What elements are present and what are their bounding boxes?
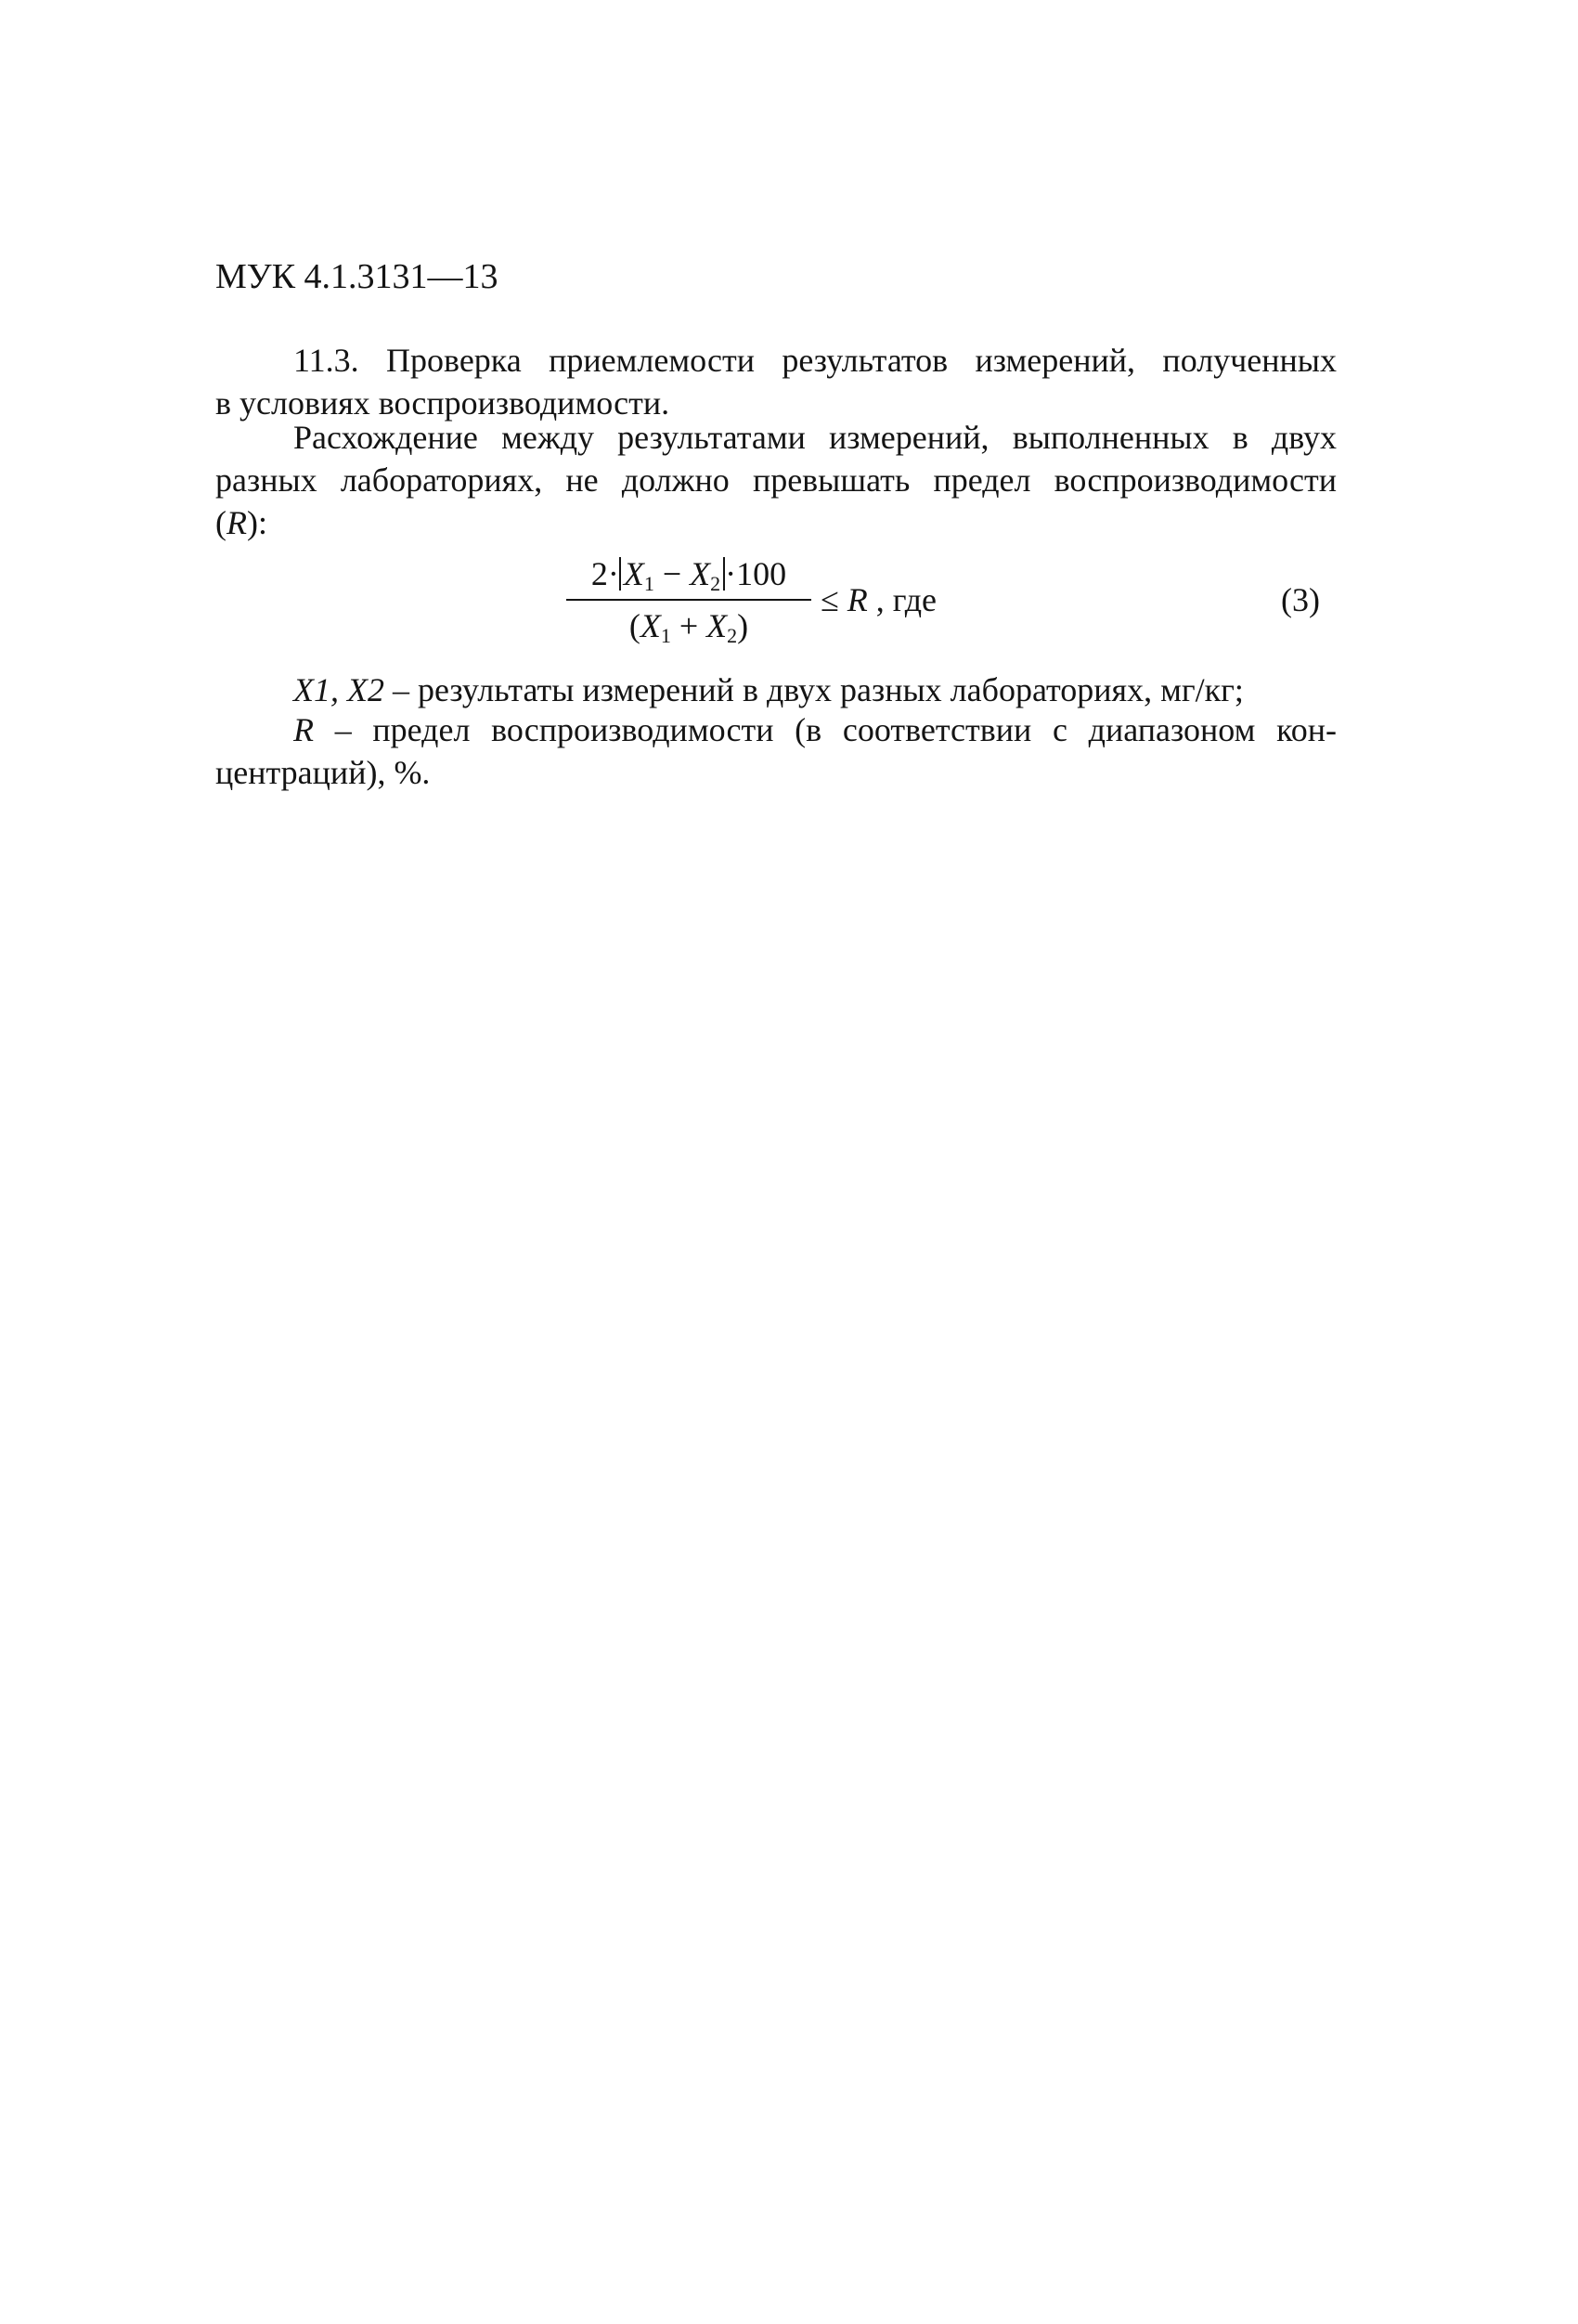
subscript: 1 [643, 572, 654, 595]
fraction-bar [566, 599, 811, 601]
less-equal-sign: ≤ [821, 581, 847, 618]
paren-open: ( [215, 504, 226, 541]
var-x: X [690, 555, 711, 592]
plus-sign: + [670, 607, 707, 644]
formula-denominator [566, 604, 811, 647]
paragraph-line: разных лабораториях, не должно превышать предел воспроизводимости [215, 461, 1337, 499]
paragraph-line: 11.3. Проверка приемлемости результатов измерений, полученных [293, 342, 1337, 379]
formula-relation [821, 578, 937, 621]
definition-line: центраций), %. [215, 754, 431, 791]
paren-close: ): [247, 504, 267, 541]
paragraph-line: Расхождение между результатами измерений, выполненных в двух [293, 419, 1337, 456]
definition-text: – предел воспроизводимости (в соответствии с диапазоном кон- [314, 711, 1337, 748]
formula-fraction [566, 552, 811, 655]
symbol-r: R [293, 711, 314, 748]
definition-text: – результаты измерений в двух разных лабораториях, мг/кг; [383, 671, 1244, 708]
document-code: МУК 4.1.3131—13 [215, 257, 498, 296]
definition-line [215, 708, 1337, 751]
var-x: X [640, 607, 661, 644]
subscript: 2 [710, 572, 721, 595]
definition-x [215, 669, 1337, 711]
definition-line [215, 669, 1337, 711]
paragraph-line: в условиях воспроизводимости. [215, 384, 670, 422]
paren-open: ( [628, 607, 640, 644]
section-11-3-heading [215, 339, 1337, 424]
symbols-x1-x2: X1, X2 [293, 671, 384, 708]
reproducibility-paragraph [215, 416, 1337, 544]
num-suffix: ·100 [725, 555, 787, 592]
var-x: X [706, 607, 728, 644]
subscript: 2 [727, 624, 738, 647]
where-word: , где [867, 581, 938, 618]
absolute-value [619, 555, 725, 595]
formula-numerator [566, 552, 811, 595]
symbol-r: R [226, 504, 247, 541]
minus-sign: − [653, 555, 691, 592]
symbol-r: R [847, 581, 868, 618]
subscript: 1 [660, 624, 671, 647]
var-x: X [623, 555, 644, 592]
paren-close: ) [737, 607, 749, 644]
definition-r [215, 708, 1337, 794]
equation-number: (3) [1281, 581, 1320, 618]
paragraph-line [215, 501, 1337, 544]
num-prefix: 2· [590, 555, 619, 592]
